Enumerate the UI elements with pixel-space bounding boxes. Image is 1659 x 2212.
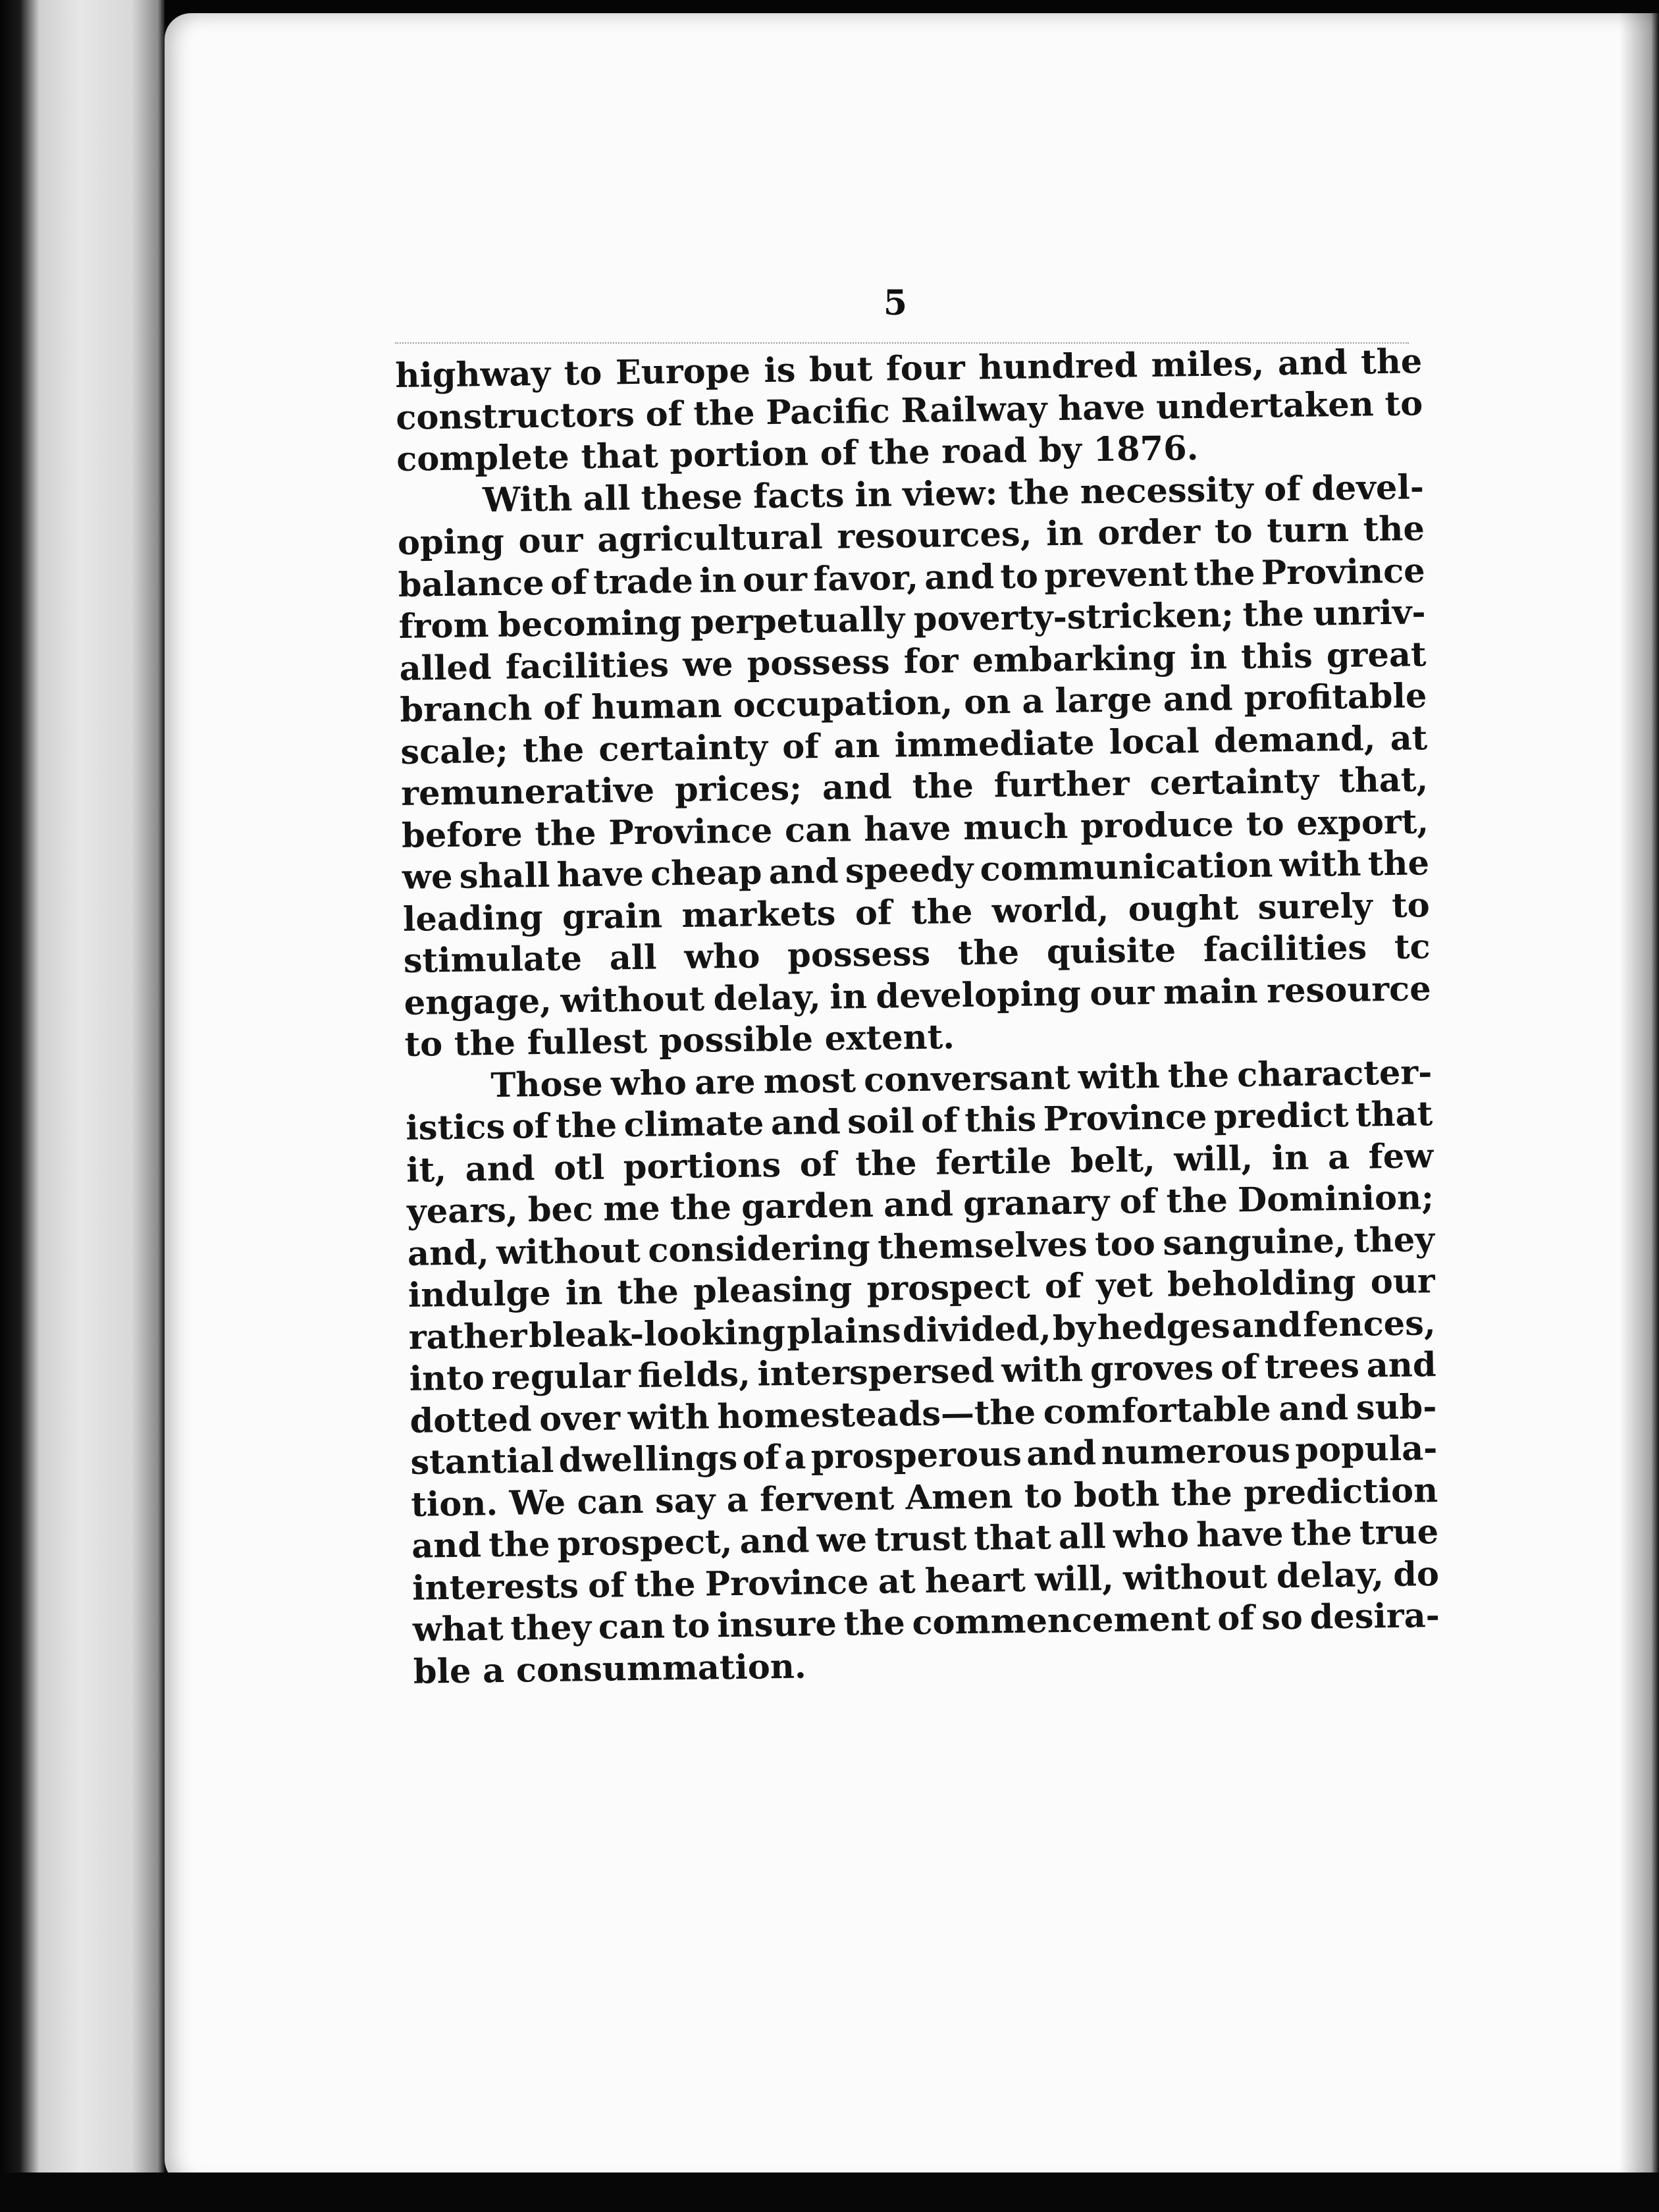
text-line: remunerative prices; and the further certainty that, — [400, 760, 1429, 814]
text-line: complete that portion of the road by 1876. — [396, 428, 1199, 479]
text-line: branch of human occupation, on a large and profitable — [400, 676, 1427, 730]
text-line: leading grain markets of the world, ought surely to — [402, 885, 1431, 939]
text-line: before the Province can have much produce to export, — [401, 801, 1429, 856]
page-number: 5 — [883, 283, 908, 323]
text-line: we shall have cheap and speedy communication with the — [402, 843, 1430, 897]
text-line: tion. We can say a fervent Amen to both the prediction — [410, 1470, 1438, 1525]
text-line: oping our agricultural resources, in order to turn the — [397, 509, 1425, 563]
text-line: indulge in the pleasing prospect of yet beholding our — [408, 1261, 1436, 1315]
text-line: alled facilities we possess for embarking in this great — [399, 634, 1427, 689]
text-line: interests of the Province at heart will, without delay, do — [411, 1554, 1440, 1608]
text-line: With all these facts in view: the necessity of devel- — [482, 467, 1425, 520]
text-line: into regular fields, interspersed with groves of trees and — [409, 1345, 1436, 1399]
text-line: scale; the certainty of an immediate local demand, at — [400, 718, 1428, 772]
text-line: and, without considering themselves too sanguine, they — [407, 1219, 1435, 1274]
text-line: istics of the climate and soil of this Province predict that — [405, 1094, 1433, 1148]
page-right-shadow — [1620, 13, 1659, 2186]
text-line: and the prospect, and we trust that all who have the true — [411, 1512, 1439, 1566]
text-line: years, bec me the garden and granary of the Dominion; — [406, 1178, 1435, 1232]
text-line: rather bleak-looking plains divided, by hedges and fences, — [408, 1303, 1436, 1357]
text-line: ble a consummation. — [413, 1646, 807, 1692]
scan-bottom-border — [0, 2172, 1659, 2212]
text-line: stantial dwellings of a prosperous and numerous popula- — [410, 1429, 1438, 1483]
text-line: balance of trade in our favor, and to prevent the Province — [398, 550, 1426, 605]
text-line: stimulate all who possess the quisite facilities tc — [403, 927, 1431, 981]
body-text — [395, 341, 1440, 1693]
text-line: engage, without delay, in developing our main resource — [404, 968, 1431, 1023]
text-line: it, and otl portions of the fertile belt, will, in a few — [406, 1136, 1434, 1190]
left-page-edge — [0, 0, 165, 2212]
text-line: what they can to insure the commencement of so desira- — [412, 1596, 1440, 1650]
text-line: highway to Europe is but four hundred miles, and the — [395, 342, 1423, 396]
text-line: Those who are most conversant with the character- — [490, 1052, 1433, 1105]
text-line: constructors of the Pacific Railway have undertaken to — [395, 383, 1423, 438]
text-line: to the fullest possible extent. — [404, 1017, 955, 1065]
text-line: from becoming perpetually poverty-stricken; the unriv- — [398, 592, 1427, 646]
text-line: dotted over with homesteads—the comfortable and sub- — [409, 1386, 1437, 1441]
